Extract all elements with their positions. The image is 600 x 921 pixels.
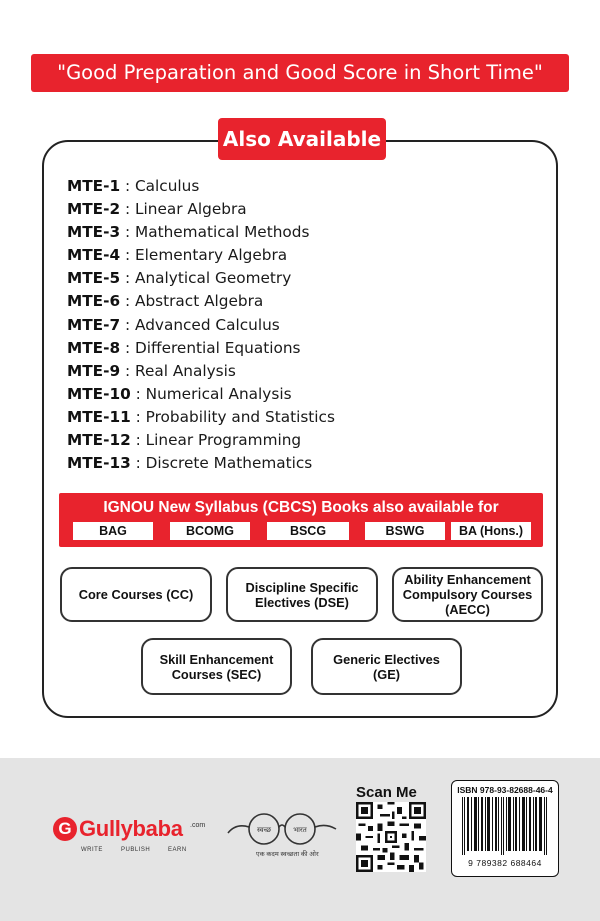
course-code: MTE-6: [67, 292, 121, 311]
aecc-label-line2: Compulsory Courses: [402, 587, 533, 602]
list-item: [67, 314, 335, 337]
core-courses-box: [60, 567, 212, 622]
course-list: [67, 175, 335, 475]
tagline-publish: PUBLISH: [121, 847, 151, 853]
course-title: Mathematical Methods: [135, 223, 310, 242]
list-item: [67, 244, 335, 267]
cbcs-syllabus-bar: [59, 493, 543, 547]
list-item: [67, 267, 335, 290]
course-title: Real Analysis: [135, 361, 236, 380]
course-code: MTE-11: [67, 407, 131, 426]
list-item: [67, 383, 335, 406]
dse-label-line2: Electives (DSE): [255, 594, 349, 610]
ge-box: [311, 638, 462, 695]
isbn-number: ISBN 978-93-82688-46-4: [457, 785, 553, 795]
program-chip-ba-hons: BA (Hons.): [451, 522, 531, 540]
gullybaba-logo: [53, 817, 213, 857]
brand-name: Gullybaba: [79, 816, 183, 841]
course-title: Probability and Statistics: [145, 407, 335, 426]
sec-label-line1: Skill Enhancement: [159, 651, 274, 667]
swachh-caption: एक कदम स्वच्छता की ओर: [256, 851, 319, 858]
course-separator: :: [120, 269, 135, 288]
course-separator: :: [120, 177, 135, 195]
course-title: Numerical Analysis: [145, 384, 292, 403]
qr-code-icon[interactable]: [356, 802, 426, 872]
list-item: [67, 198, 335, 221]
tagline-write: WRITE: [81, 847, 103, 853]
also-available-heading: Also Available: [218, 118, 386, 160]
course-separator: :: [130, 384, 146, 403]
course-title: Advanced Calculus: [135, 315, 280, 334]
program-chip-bcomg: BCOMG: [170, 522, 250, 540]
list-item: [67, 221, 335, 244]
course-code: MTE-10: [67, 384, 131, 403]
program-chip-bag: BAG: [73, 522, 153, 540]
course-code: MTE-9: [67, 361, 121, 380]
course-code: MTE-7: [67, 315, 121, 334]
course-code: MTE-12: [67, 431, 131, 450]
gullybaba-g-icon: G: [53, 817, 77, 841]
course-code: MTE-13: [67, 454, 131, 473]
scan-me-label: Scan Me: [356, 784, 417, 801]
bharat-word: भारत: [293, 826, 307, 834]
aecc-box: [392, 567, 543, 622]
brand-suffix: .com: [190, 822, 206, 829]
course-title: Calculus: [135, 177, 200, 195]
tagline-banner: "Good Preparation and Good Score in Short Time": [31, 54, 569, 92]
course-separator: :: [120, 200, 135, 219]
barcode-icon: [460, 797, 550, 855]
course-title: Differential Equations: [135, 338, 301, 357]
course-separator: :: [120, 338, 135, 357]
list-item: [67, 429, 335, 452]
course-separator: :: [120, 223, 135, 242]
list-item: [67, 175, 335, 198]
tagline-earn: EARN: [168, 847, 187, 853]
course-code: MTE-8: [67, 338, 121, 357]
course-title: Linear Programming: [145, 431, 302, 450]
course-code: MTE-2: [67, 200, 121, 219]
course-separator: :: [130, 407, 146, 426]
course-title: Elementary Algebra: [135, 246, 288, 265]
program-chip-bswg: BSWG: [365, 522, 445, 540]
list-item: [67, 360, 335, 383]
course-title: Linear Algebra: [135, 200, 247, 219]
ge-label-line1: Generic Electives: [333, 651, 440, 667]
course-code: MTE-4: [67, 246, 121, 265]
core-courses-label: Core Courses (CC): [78, 587, 194, 602]
ge-label-line2: (GE): [372, 666, 400, 682]
cbcs-title: IGNOU New Syllabus (CBCS) Books also available for: [103, 499, 499, 516]
list-item: [67, 452, 335, 475]
dse-box: [226, 567, 378, 622]
course-code: MTE-3: [67, 223, 121, 242]
sec-box: [141, 638, 292, 695]
course-separator: :: [120, 292, 135, 311]
sec-label-line2: Courses (SEC): [171, 666, 262, 682]
course-separator: :: [120, 315, 135, 334]
course-title: Analytical Geometry: [135, 269, 292, 288]
isbn-barcode-box: [451, 780, 559, 877]
list-item: [67, 337, 335, 360]
course-separator: :: [130, 431, 146, 450]
program-chip-bscg: BSCG: [267, 522, 349, 540]
swachh-word: स्वच्छ: [256, 826, 272, 834]
course-separator: :: [120, 246, 135, 265]
course-title: Abstract Algebra: [135, 292, 264, 311]
list-item: [67, 290, 335, 313]
list-item: [67, 406, 335, 429]
course-separator: :: [120, 361, 135, 380]
course-code: MTE-5: [67, 269, 121, 288]
barcode-digits: 9 789382 688464: [468, 858, 542, 868]
course-separator: :: [130, 454, 146, 473]
dse-label-line1: Discipline Specific: [245, 579, 359, 595]
aecc-label-line1: Ability Enhancement: [404, 572, 531, 587]
course-title: Discrete Mathematics: [145, 454, 313, 473]
course-code: MTE-1: [67, 177, 121, 195]
aecc-label-line3: (AECC): [445, 602, 490, 617]
